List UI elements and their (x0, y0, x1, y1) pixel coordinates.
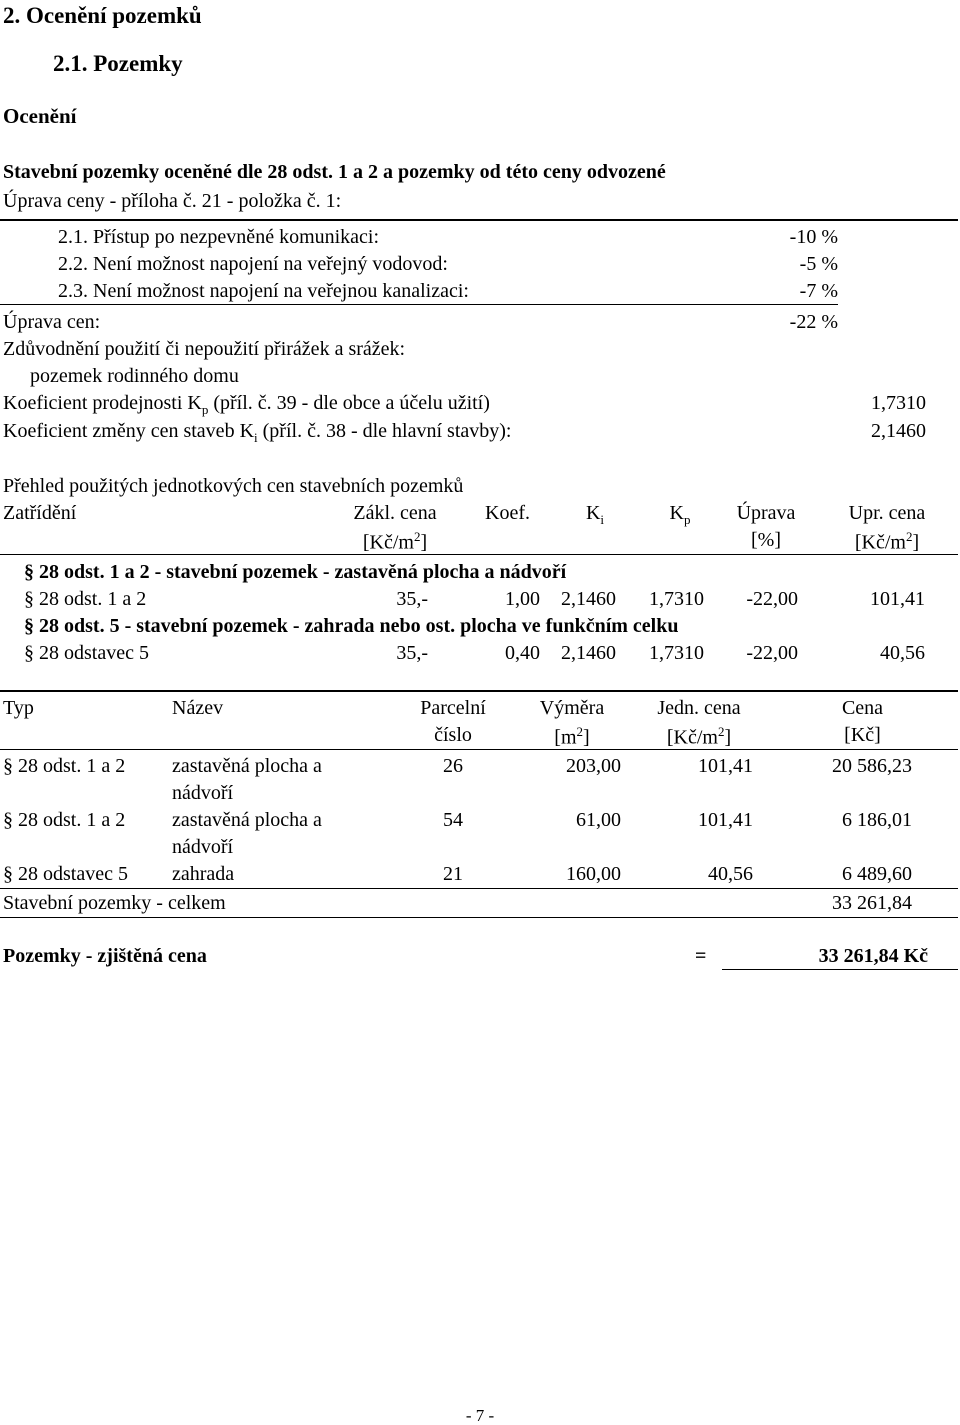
total-adjustment-label: Úprava cen: (3, 311, 101, 333)
adjustment-label: 2.3. Není možnost napojení na veřejnou kanalizaci: (58, 280, 469, 302)
coefficient-kp-label: Koeficient prodejnosti $K_p$ (příl. č. 39 - dle obce a účelu užití) (3, 392, 490, 417)
parcel-row-cena: 20 586,23 (832, 755, 912, 777)
adjustment-label: 2.2. Není možnost napojení na veřejný vodovod: (58, 253, 448, 275)
section-title: Stavební pozemky oceněné dle 28 odst. 1 a 2 a pozemky od této ceny odvozené (3, 161, 666, 183)
parcel-row-cislo: 26 (443, 755, 463, 777)
col-header-typ: Typ (3, 697, 34, 719)
final-value: 33 261,84 Kč (818, 945, 928, 967)
section-sign-icon: § (3, 863, 13, 885)
col-unit-cena: [Kč] (844, 724, 881, 746)
parcel-row-typ: § 28 odst. 1 a 2 (3, 809, 126, 831)
table-cell: 2,1460 (561, 588, 616, 610)
parcel-row-jedn-cena: 40,56 (708, 863, 753, 885)
divider (0, 554, 958, 555)
col-header-parcelni: Parcelní (420, 697, 486, 719)
parcel-row-nazev: zastavěná plocha a (172, 809, 322, 831)
col-unit-uprava: [%] (751, 529, 781, 551)
col-header-jedn-cena: Jedn. cena (657, 697, 741, 719)
table-cell: 35,- (396, 588, 428, 610)
parcel-row-cislo: 21 (443, 863, 463, 885)
table-cell: 0,40 (505, 642, 540, 664)
group-header: § 28 odst. 5 - stavební pozemek - zahrada nebo ost. plocha ve funkčním celku (24, 615, 679, 637)
divider (0, 304, 838, 305)
section-sign-icon: § (3, 809, 13, 831)
parcel-row-nazev: zahrada (172, 863, 235, 885)
col-header-uprava: Úprava (736, 502, 796, 524)
divider (0, 749, 958, 750)
group-header: § 28 odst. 1 a 2 - stavební pozemek - zastavěná plocha a nádvoří (24, 561, 567, 583)
section-sign-icon: § (24, 642, 34, 664)
section-sign-icon: § (24, 561, 34, 583)
parcel-row-cena: 6 186,01 (842, 809, 912, 831)
justification-text: pozemek rodinného domu (30, 365, 239, 387)
heading-level3: Ocenění (3, 104, 77, 128)
table-cell: 101,41 (870, 588, 925, 610)
col-unit-upr-cena: $[Kč/m^2]$ (854, 529, 920, 554)
table-row-name: § 28 odst. 1 a 2 (24, 588, 147, 610)
col-header-upr-cena: Upr. cena (848, 502, 926, 524)
parcel-row-nazev: nádvoří (172, 836, 234, 858)
divider (0, 690, 958, 692)
col-header-ki: $K_i$ (585, 502, 605, 527)
table-cell: 1,7310 (649, 642, 704, 664)
adjustment-title: Úprava ceny - příloha č. 21 - položka č. 1: (3, 190, 342, 212)
heading-level1: 2. Ocenění pozemků (3, 3, 202, 28)
col-header-nazev: Název (172, 697, 224, 719)
col-header-zakl-cena: Zákl. cena (353, 502, 437, 524)
divider (0, 888, 958, 889)
total-value: 33 261,84 (832, 892, 912, 914)
overview-title: Přehled použitých jednotkových cen stavebních pozemků (3, 475, 464, 497)
table-cell: 35,- (396, 642, 428, 664)
table-cell: -22,00 (746, 642, 798, 664)
table-cell: -22,00 (746, 588, 798, 610)
coefficient-kp-value: 1,7310 (871, 392, 926, 414)
page-number: - 7 - (465, 1406, 495, 1425)
parcel-row-nazev: zastavěná plocha a (172, 755, 322, 777)
parcel-row-typ: § 28 odst. 1 a 2 (3, 755, 126, 777)
parcel-row-vymera: 61,00 (576, 809, 621, 831)
col-header-koef: Koef. (485, 502, 530, 524)
divider (0, 917, 958, 918)
adjustment-label: 2.1. Přístup po nezpevněné komunikaci: (58, 226, 380, 248)
total-label: Stavební pozemky - celkem (3, 892, 226, 914)
justification-label: Zdůvodnění použití či nepoužití přirážek a srážek: (3, 338, 406, 360)
section-sign-icon: § (24, 588, 34, 610)
parcel-row-typ: § 28 odstavec 5 (3, 863, 128, 885)
section-sign-icon: § (3, 755, 13, 777)
adjustment-value: -5 % (799, 253, 838, 275)
adjustment-value: -10 % (789, 226, 838, 248)
col-header-kp: $K_p$ (669, 502, 691, 527)
table-row-name: § 28 odstavec 5 (24, 642, 149, 664)
parcel-row-jedn-cena: 101,41 (698, 809, 753, 831)
parcel-row-cena: 6 489,60 (842, 863, 912, 885)
col-header-cena: Cena (841, 697, 884, 719)
parcel-row-vymera: 203,00 (566, 755, 621, 777)
final-equals: = (695, 945, 707, 967)
parcel-row-jedn-cena: 101,41 (698, 755, 753, 777)
table-cell: 1,00 (505, 588, 540, 610)
total-adjustment-value: -22 % (789, 311, 838, 333)
final-label: Pozemky - zjištěná cena (3, 945, 207, 967)
col-unit-vymera: $[m^2]$ (554, 724, 590, 749)
table-cell: 40,56 (880, 642, 925, 664)
final-underline (722, 969, 958, 970)
col-unit-jedn-cena: $[Kč/m^2]$ (666, 724, 732, 749)
coefficient-ki-value: 2,1460 (871, 420, 926, 442)
col-unit-zakl-cena: $[Kč/m^2]$ (362, 529, 428, 554)
col-header-zatrideni: Zatřídění (3, 502, 77, 524)
table-cell: 2,1460 (561, 642, 616, 664)
table-cell: 1,7310 (649, 588, 704, 610)
heading-level2: 2.1. Pozemky (53, 51, 183, 76)
parcel-row-cislo: 54 (443, 809, 463, 831)
parcel-row-nazev: nádvoří (172, 782, 234, 804)
col-header-vymera: Výměra (539, 697, 605, 719)
coefficient-ki-label: Koeficient změny cen staveb $K_i$ (příl. č. 38 - dle hlavní stavby): (3, 420, 512, 445)
col-unit-cislo: číslo (434, 724, 472, 746)
parcel-row-vymera: 160,00 (566, 863, 621, 885)
section-sign-icon: § (24, 615, 34, 637)
divider (0, 219, 958, 221)
adjustment-value: -7 % (799, 280, 838, 302)
